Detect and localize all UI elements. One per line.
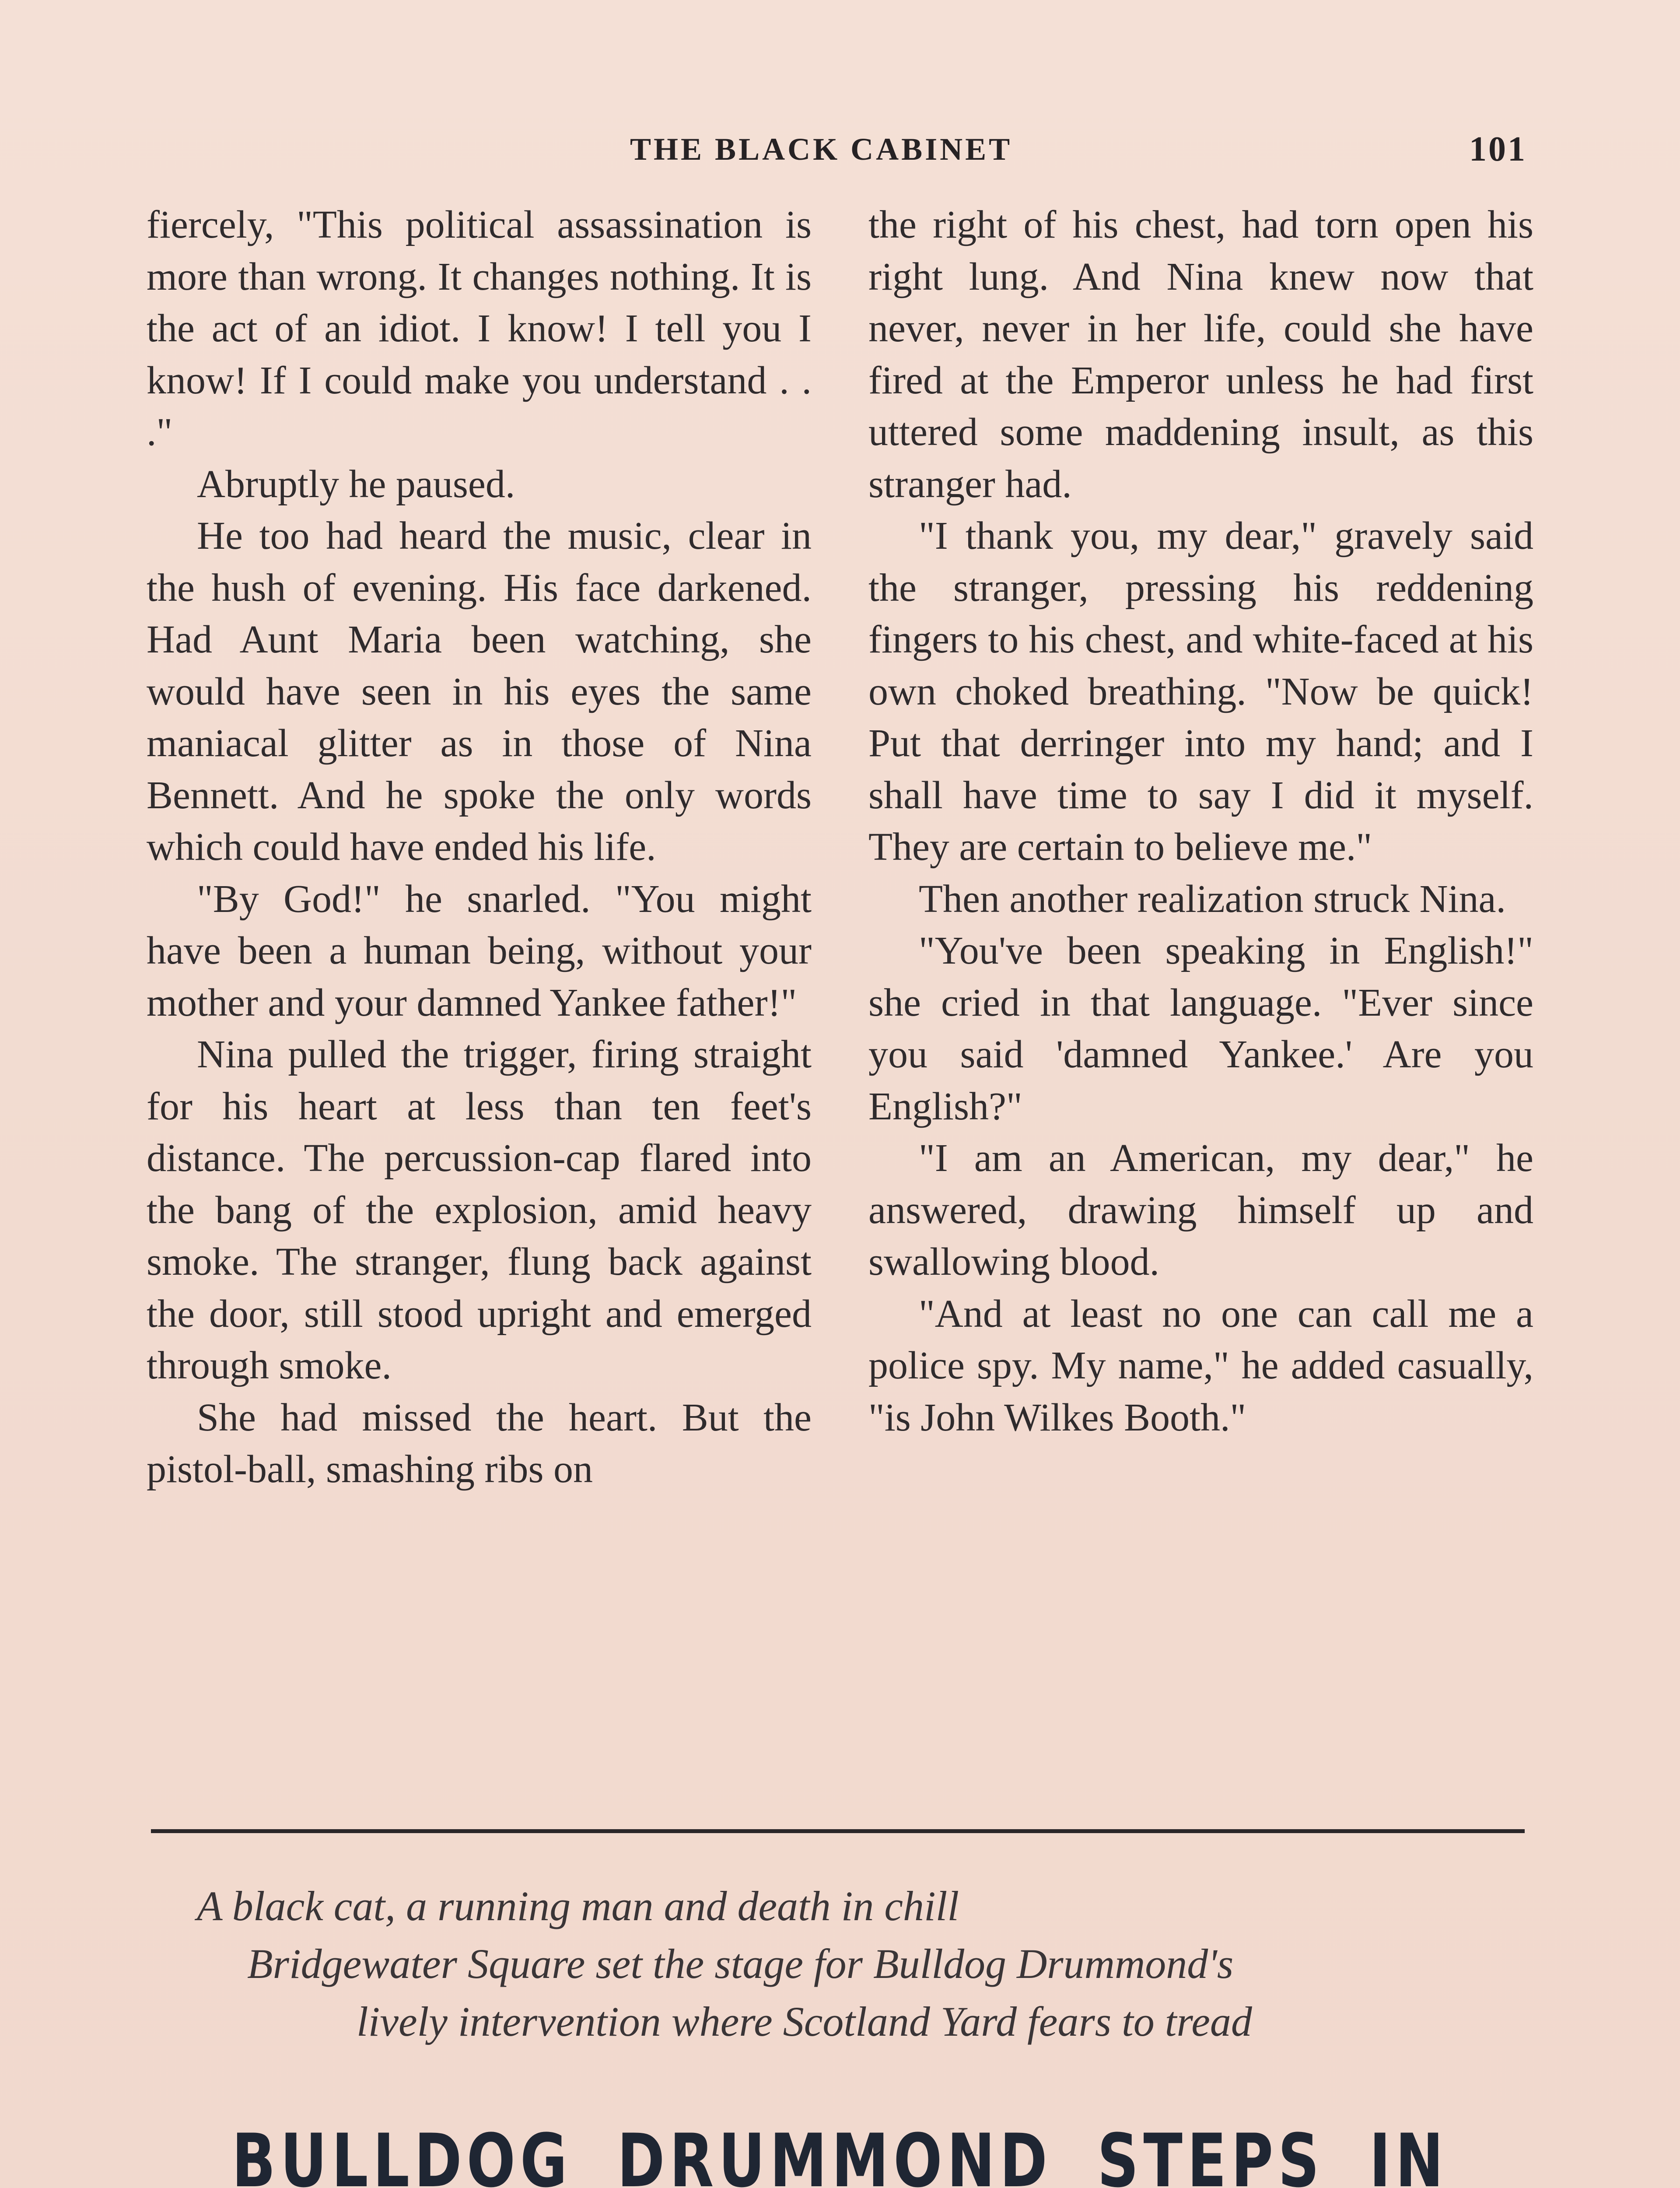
paragraph: "I thank you, my dear," gravely said the stranger, pressing his reddening fingers to his chest, and white-faced at his own choked breathing. "Now be quick! Put that derringer into my hand; and I shall have time to say I did it myself. They are certain to believe me." bbox=[868, 514, 1533, 869]
teaser-line: lively intervention where Scotland Yard fears to tread bbox=[357, 1998, 1252, 2045]
paragraph: the right of his chest, had torn open his right lung. And Nina knew now that never, never in her life, could she have fired at the Emperor unless he had first uttered some maddening insult, as this stranger had. bbox=[868, 203, 1533, 506]
paragraph: "You've been speaking in English!" she cried in that language. "Ever since you said 'damned Yankee.' Are you English?" bbox=[868, 929, 1533, 1128]
paragraph: Nina pulled the trigger, firing straight for his heart at less than ten feet's distance. The percussion-cap flared into the bang of the explosion, amid heavy smoke. The stranger, flung back against the door, still stood upright and emerged through smoke. bbox=[147, 1033, 812, 1387]
left-column bbox=[147, 199, 812, 1496]
paragraph: fiercely, "This political assassination is more than wrong. It changes nothing. It is the act of an idiot. I know! I tell you I know! If I could make you understand . . ." bbox=[147, 203, 812, 454]
paragraph: She had missed the heart. But the pistol-ball, smashing ribs on bbox=[147, 1396, 812, 1491]
paragraph: "By God!" he snarled. "You might have been a human being, without your mother and your damned Yankee father!" bbox=[147, 877, 812, 1024]
paragraph: He too had heard the music, clear in the hush of evening. His face darkened. Had Aunt Maria been watching, she would have seen in his eyes the same maniacal glitter as in those of Nina Bennett. And he spoke the only words which could have ended his life. bbox=[147, 514, 812, 869]
paragraph: "I am an American, my dear," he answered, drawing himself up and swallowing blood. bbox=[868, 1136, 1533, 1283]
paragraph: Then another realization struck Nina. bbox=[919, 877, 1506, 921]
paragraph: Abruptly he paused. bbox=[197, 462, 515, 506]
paragraph: "And at least no one can call me a police spy. My name," he added casually, "is John Wilkes Booth." bbox=[868, 1292, 1533, 1439]
running-title: THE BLACK CABINET bbox=[630, 132, 1013, 167]
teaser-blurb bbox=[0, 1877, 1680, 2051]
teaser-line: A black cat, a running man and death in chill bbox=[197, 1883, 959, 1929]
next-story-title: BULLDOG DRUMMOND STEPS IN bbox=[231, 2118, 1449, 2188]
page-number: 101 bbox=[1469, 130, 1527, 168]
section-divider bbox=[151, 1829, 1525, 1833]
teaser-line: Bridgewater Square set the stage for Bulldog Drummond's bbox=[247, 1940, 1234, 1987]
right-column bbox=[868, 199, 1533, 1444]
